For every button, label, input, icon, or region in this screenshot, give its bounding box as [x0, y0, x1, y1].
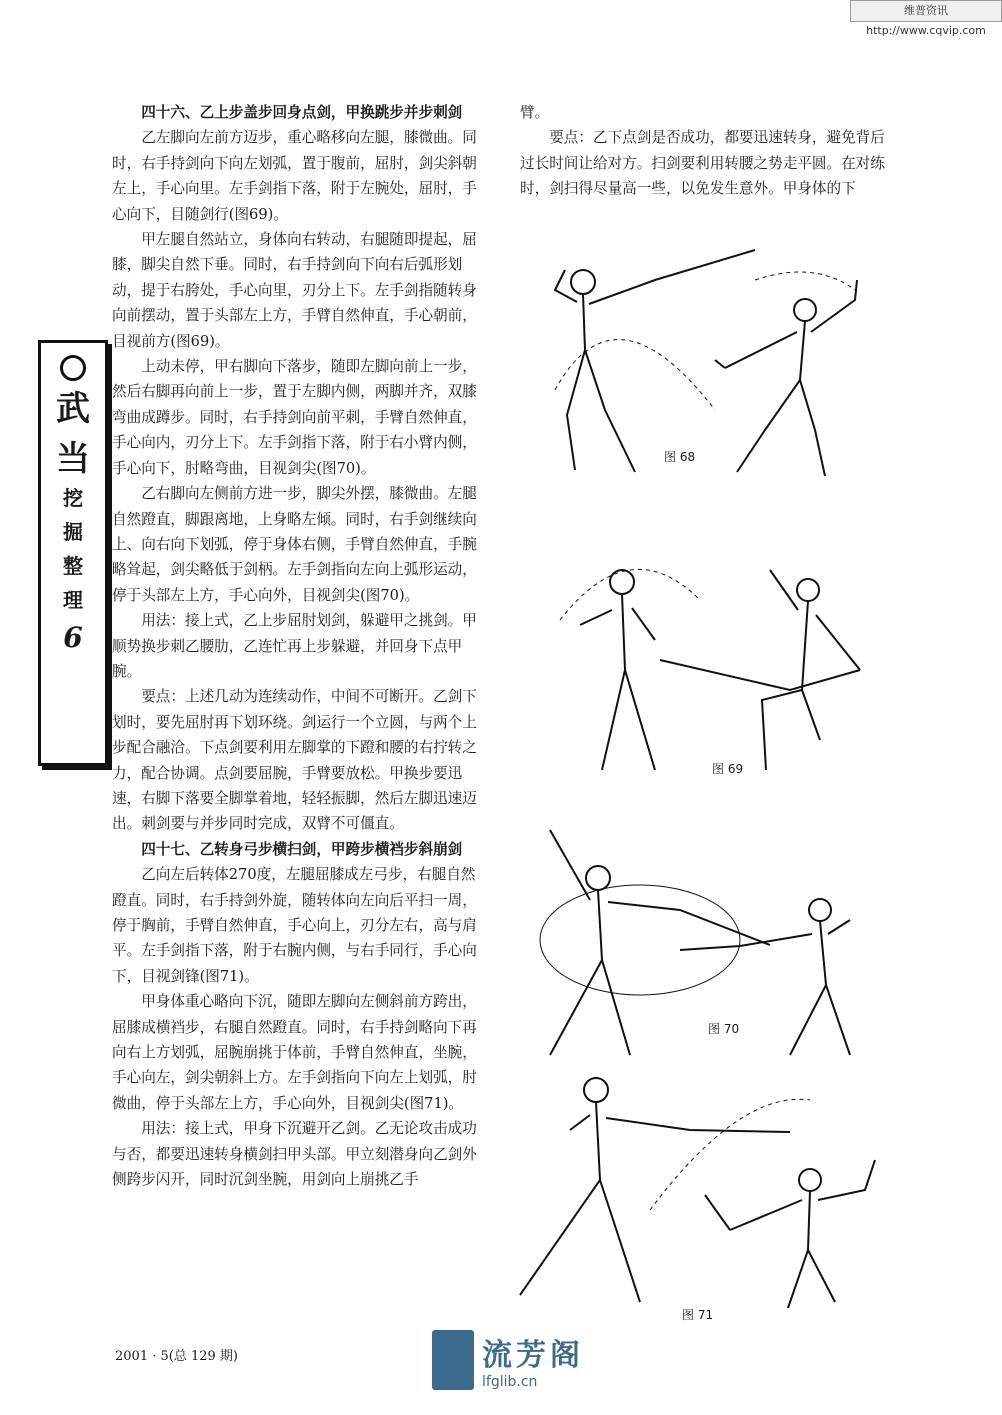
paragraph: 用法：接上式，乙上步屈肘划剑，躲避甲之挑剑。甲顺势换步刺乙腰肋，乙连忙再上步躲避，并回身下点甲腕。	[112, 612, 477, 680]
right-column	[520, 100, 890, 202]
source-header: 维普资讯 http://www.cqvip.com	[850, 0, 1002, 22]
figure-69-illustration	[540, 540, 890, 780]
left-column	[112, 100, 490, 1192]
section-heading: 四十六、乙上步盖步回身点剑，甲换跳步并步刺剑	[141, 104, 463, 121]
paragraph: 要点：乙下点剑是否成功，都要迅速转身，避免背后过长时间让给对方。扫剑要利用转腰之势走平圆。在对练时，剑扫得尽量高一些，以免发生意外。甲身体的下	[520, 129, 885, 198]
side-tag-char: 当	[56, 439, 90, 479]
paragraph: 用法：接上式，甲身下沉避开乙剑。乙无论攻击成功与否，都要迅速转身横剑扫甲头部。甲立刻潜身向乙剑外侧跨步闪开，同时沉剑坐腕，用剑向上崩挑乙手	[112, 1120, 477, 1189]
watermark-url: lfglib.cn	[482, 1374, 538, 1390]
side-tag-char: 整	[63, 554, 83, 578]
paragraph: 乙右脚向左侧前方进一步，脚尖外摆，膝微曲。左腿自然蹬直，脚跟离地，上身略左倾。同时，右手剑继续向上、向右向下划弧，停于身体右侧，手臂自然伸直，手腕略耸起，剑尖略低于剑柄。左手剑指向左向上弧形运动，停于头部左上方，手心向外，目视剑尖(图70)。	[112, 485, 477, 604]
book-logo-icon	[432, 1330, 474, 1390]
paragraph: 要点：上述几动为连续动作，中间不可断开。乙剑下划时，要先屈肘再下划环绕。剑运行一个立圆，与两个上步配合融洽。下点剑要利用左脚掌的下蹬和腰的右拧转之力，配合协调。点剑要屈腕，手臂要放松。甲换步要迅速，右脚下落要全脚掌着地，轻轻振脚，然后左脚迅速迈出。刺剑要与并步同时完成，双臂不可僵直。	[112, 688, 477, 833]
figure-caption: 图 71	[682, 1308, 714, 1322]
figure-68-illustration	[515, 240, 890, 485]
paragraph: 甲左腿自然站立，身体向右转动，右腿随即提起，屈膝，脚尖自然下垂。同时，右手持剑向下向右后弧形划动，提于右胯处，手心向里，刃分上下。左手剑指随转身向前摆动，置于头部左上方，手臂自然伸直，手心朝前，目视前方(图69)。	[112, 231, 477, 350]
side-tag-char: 武	[56, 389, 90, 429]
paragraph: 臂。	[520, 104, 550, 121]
watermark-brand: 流芳阁	[482, 1338, 584, 1373]
side-tag-char: 理	[63, 588, 83, 612]
watermark-text	[482, 1330, 584, 1390]
circle-emblem-icon	[60, 355, 86, 381]
side-tag-char: 挖	[63, 486, 83, 510]
paragraph: 甲身体重心略向下沉，随即左脚向左侧斜前方跨出，屈膝成横裆步，右腿自然蹬直。同时，右手持剑略向下再向右上方划弧，屈腕崩挑于体前，手臂自然伸直，坐腕，手心向左，剑尖朝斜上方。左手剑指向下向左上划弧，肘微曲，停于头部左上方，手心向外，目视剑尖(图71)。	[112, 993, 477, 1112]
page-footer-issue: 2001 · 5(总 129 期)	[115, 1349, 238, 1364]
figure-71-illustration	[490, 1070, 895, 1320]
sword-duel-drawing	[540, 540, 890, 780]
magazine-side-tag	[38, 340, 108, 766]
side-tag-char: 掘	[63, 520, 83, 544]
figure-caption: 图 70	[708, 1022, 740, 1036]
paragraph: 上动未停，甲右脚向下落步，随即左脚向前上一步，然后右脚再向前上一步，置于左脚内侧，两脚并齐，双膝弯曲成蹲步。同时，右手持剑向前平刺，手臂自然伸直，手心向内，刃分上下。左手剑指下落，附于右小臂内侧，手心向下，肘略弯曲，目视剑尖(图70)。	[112, 358, 477, 477]
watermark	[432, 1330, 584, 1390]
figure-caption: 图 69	[712, 762, 744, 776]
figure-caption: 图 68	[664, 450, 696, 464]
sword-duel-drawing	[515, 240, 890, 485]
paragraph: 乙向左后转体270度，左腿屈膝成左弓步，右腿自然蹬直。同时，右手持剑外旋，随转体向左向后平扫一周，停于胸前，手臂自然伸直，手心向上，刃分左右，高与肩平。左手剑指下落，附于右腕内侧，与右手同行，手心向下，目视剑锋(图71)。	[112, 866, 477, 985]
side-tag-number: 6	[63, 621, 83, 654]
sword-duel-drawing	[490, 1070, 895, 1320]
paragraph: 乙左脚向左前方迈步，重心略移向左腿，膝微曲。同时，右手持剑向下向左划弧，置于腹前，屈肘，剑尖斜朝左上，手心向里。左手剑指下落，附于左腕处，屈肘，手心向下，目随剑行(图69)。	[112, 129, 477, 223]
section-heading: 四十七、乙转身弓步横扫剑，甲跨步横裆步斜崩剑	[141, 840, 463, 858]
